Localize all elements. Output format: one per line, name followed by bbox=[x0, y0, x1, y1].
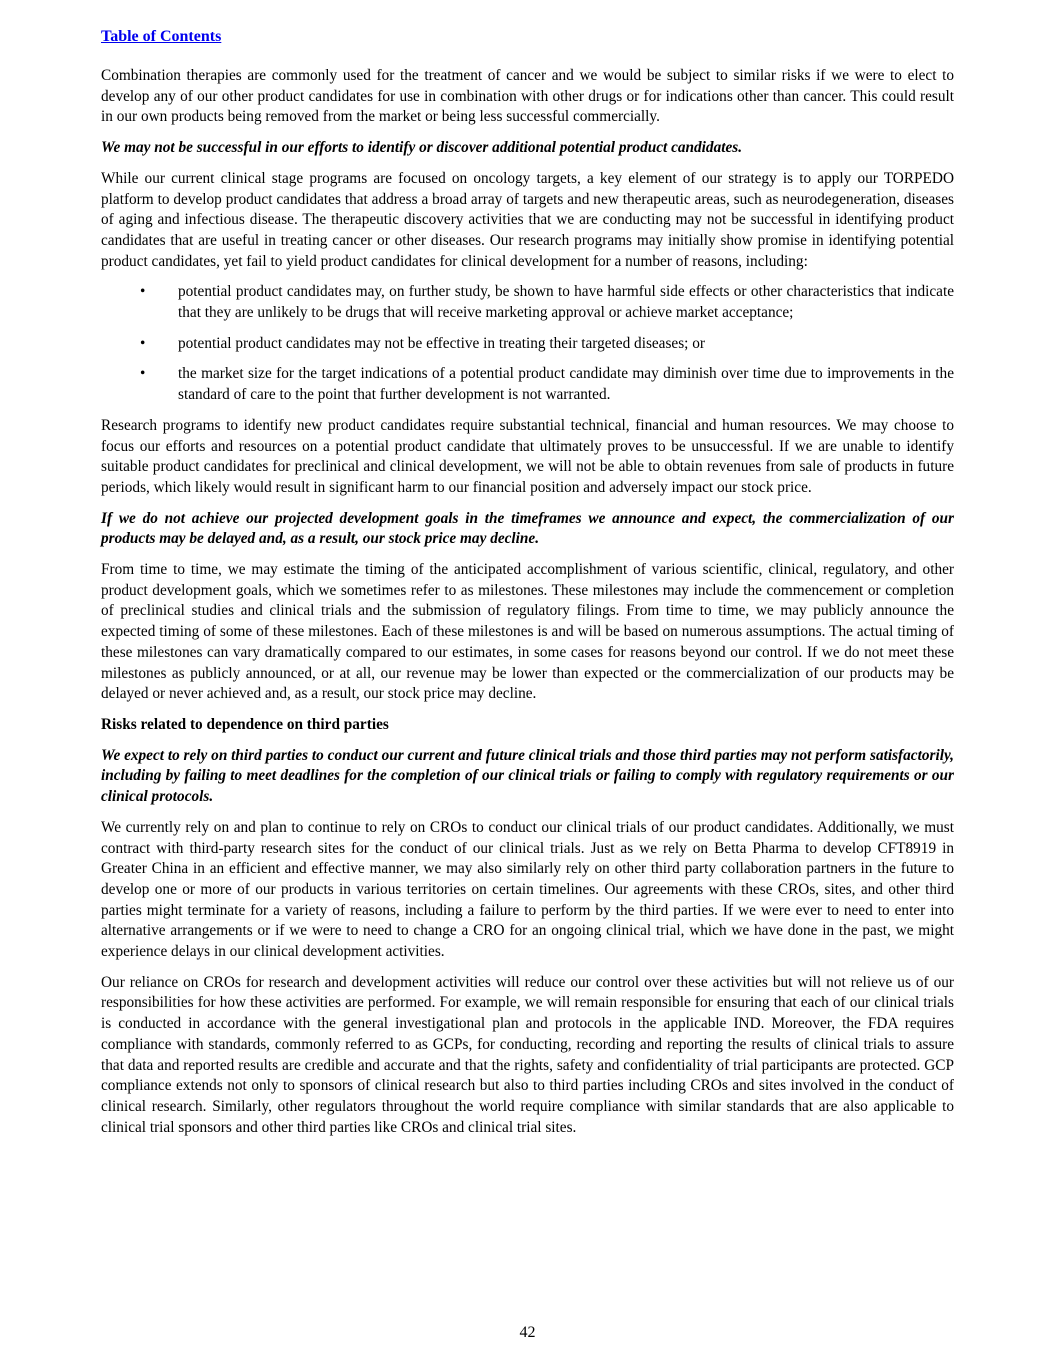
bullet-text: the market size for the target indications of a potential product candidate may diminish over time due to improvements in the standard of care to the point that further development is not warranted. bbox=[178, 365, 954, 404]
section-heading-third-parties: Risks related to dependence on third parties bbox=[101, 715, 389, 733]
bullet-text: potential product candidates may, on further study, be shown to have harmful side effects or other characteristics that indicate that they are unlikely to be drugs that will receive marketing approval or achieve market acceptance; bbox=[178, 283, 954, 322]
subheading-identify-candidates: We may not be successful in our efforts to identify or discover additional potential product candidates. bbox=[101, 139, 743, 157]
paragraph-rely-on-cros: We currently rely on and plan to continue to rely on CROs to conduct our clinical trials of our product candidates. Additionally, we must contract with third-party research sites for the conduct of our clinical trials. Just as we rely on Betta Pharma to develop CFT8919 in Greater China in an efficient and effective manner, we may also similarly rely on other third party collaboration partners in the future to develop one or more of our products in various territories on certain timelines. Our agreements with these CROs, sites, and other third parties might terminate for a variety of reasons, including a failure to perform by the third parties. If we were ever to need to enter into alternative arrangements or if we were to need to change a CRO for an ongoing clinical trial, which we have done in the past, we might experience delays in our clinical development activities. bbox=[101, 818, 954, 961]
bullet-text: potential product candidates may not be effective in treating their targeted diseases; or bbox=[178, 334, 705, 352]
page-number: 42 bbox=[519, 1324, 536, 1341]
subheading-rely-on-third-parties: We expect to rely on third parties to conduct our current and future clinical trials and those third parties may not perform satisfactorily, including by failing to meet deadlines for the completion of our clinical trials or failing to comply with regulatory requirements or our clinical protocols. bbox=[101, 746, 954, 806]
bullet-symbol: • bbox=[140, 365, 146, 383]
table-of-contents-link[interactable]: Table of Contents bbox=[101, 28, 222, 45]
bullet-item-market-size bbox=[101, 364, 954, 405]
subheading-development-goals: If we do not achieve our projected development goals in the timeframes we announce and expect, the commercialization of our products may be delayed and, as a result, our stock price may decline. bbox=[101, 509, 954, 548]
document-page bbox=[101, 26, 954, 1148]
bullet-item-not-effective bbox=[101, 334, 954, 355]
paragraph-combination-therapies: Combination therapies are commonly used for the treatment of cancer and we would be subject to similar risks if we were to elect to develop any of our other product candidates for use in combination with other drugs or for indications other than cancer. This could result in our own products being removed from the market or being less successful commercially. bbox=[101, 67, 954, 126]
bullet-symbol: • bbox=[140, 283, 146, 301]
bullet-item-harmful-effects bbox=[101, 282, 954, 323]
paragraph-clinical-stage-programs: While our current clinical stage programs are focused on oncology targets, a key element of our strategy is to apply our TORPEDO platform to develop product candidates that address a broad array of targets and new therapeutic areas, such as neurodegeneration, diseases of aging and infectious disease. The therapeutic discovery activities that we are conducting may not be successful in identifying product candidates that are useful in treating cancer or other diseases. Our research programs may initially show promise in identifying potential product candidates, yet fail to yield product candidates for clinical development for a number of reasons, including: bbox=[101, 169, 954, 270]
bullet-symbol: • bbox=[140, 334, 146, 352]
paragraph-milestones: From time to time, we may estimate the timing of the anticipated accomplishment of various scientific, clinical, regulatory, and other product development goals, which we sometimes refer to as milestones. These milestones may include the commencement or completion of preclinical studies and clinical trials and the submission of regulatory filings. From time to time, we may publicly announce the expected timing of some of these milestones. Each of these milestones is and will be based on numerous assumptions. The actual timing of these milestones can vary dramatically compared to our estimates, in some cases for reasons beyond our control. If we do not meet these milestones as publicly announced, or at all, our revenue may be lower than expected or the commercialization of our products may be delayed or never achieved and, as a result, our stock price may decline. bbox=[101, 561, 954, 703]
paragraph-reliance-on-cros: Our reliance on CROs for research and development activities will reduce our control over these activities but will not relieve us of our responsibilities for how these activities are performed. For example, we will remain responsible for ensuring that each of our clinical trials is conducted in accordance with the general investigational plan and protocols in the applicable IND. Moreover, the FDA requires compliance with standards, commonly referred to as GCPs, for conducting, recording and reporting the results of clinical trials to assure that data and reported results are credible and accurate and that the rights, safety and confidentiality of trial participants are protected. GCP compliance extends not only to sponsors of clinical research but also to third parties including CROs and sites involved in the conduct of clinical research. Similarly, other regulators throughout the world require compliance with similar standards that are also applicable to clinical trial sponsors and other third parties like CROs and clinical trial sites. bbox=[101, 973, 954, 1136]
reasons-bullet-list bbox=[101, 282, 954, 406]
paragraph-research-programs: Research programs to identify new product candidates require substantial technical, financial and human resources. We may choose to focus our efforts and resources on a potential product candidate that ultimately proves to be unsuccessful. If we are unable to identify suitable product candidates for preclinical and clinical development, we will not be able to obtain revenues from sale of products in future periods, which likely would result in significant harm to our financial position and adversely impact our stock price. bbox=[101, 416, 954, 496]
